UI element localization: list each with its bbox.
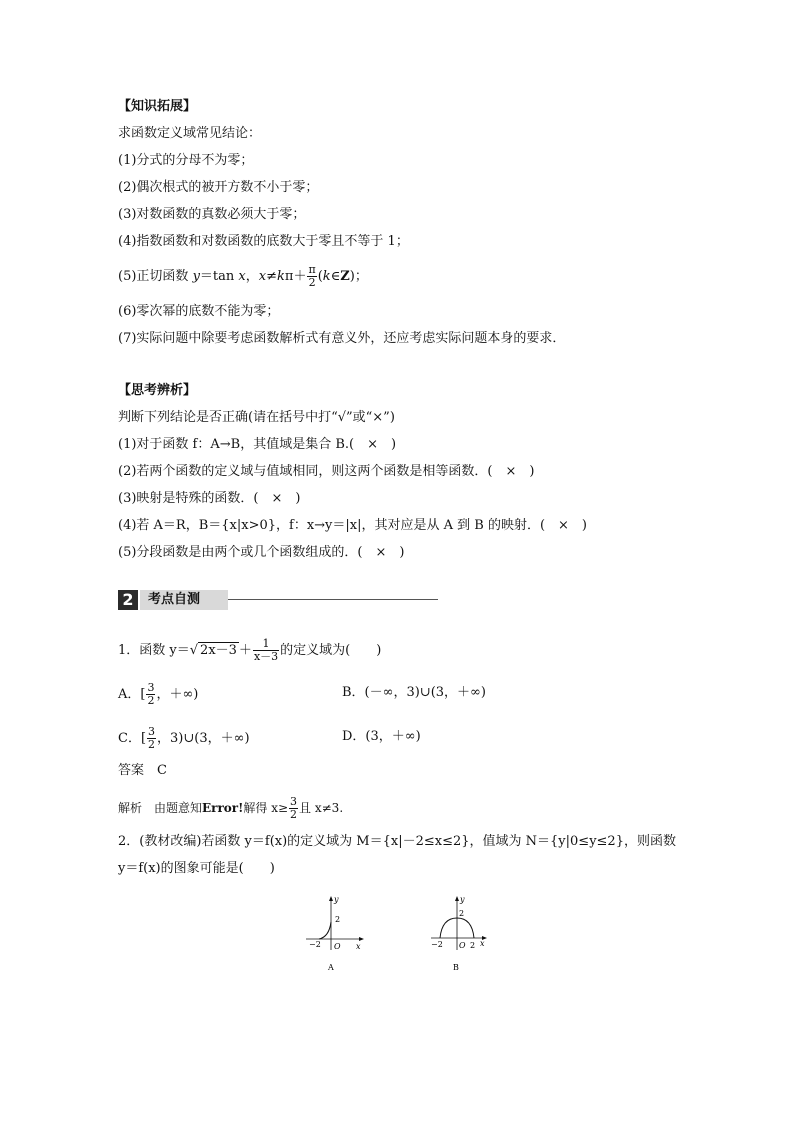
graph-a-curve (319, 922, 331, 939)
graph-a-neg2: −2 (309, 940, 321, 949)
thinking-item-2: (2)若两个函数的定义域与值域相同，则这两个函数是相等函数．( × ) (118, 464, 535, 479)
section-header (118, 590, 438, 610)
knowledge-intro: 求函数定义域常见结论： (118, 126, 262, 141)
graph-a (300, 892, 370, 974)
graph-a-two: 2 (335, 915, 341, 924)
graph-a-origin: O (334, 942, 341, 951)
q1-stem: 1．函数 y＝√ 2x－3 ＋ $\frac{1}{x-3}$ 的定义域为( ) (118, 637, 382, 663)
graph-a-y-arrow (329, 896, 333, 901)
q1-option-a-fraction: $\frac{3}{2}$ (147, 681, 155, 707)
graph-b-neg2: −2 (431, 940, 443, 949)
q1-fraction: $\frac{1}{x-3}$ (253, 637, 279, 663)
graph-a-x-label: x (356, 942, 361, 951)
graph-b-y-arrow (455, 896, 459, 901)
q1-analysis-fraction: $\frac{3}{2}$ (290, 795, 298, 821)
thinking-heading: 【思考辨析】 (118, 383, 197, 398)
sqrt-icon: √ (189, 643, 199, 658)
q1-option-d: D．(3，＋∞) (342, 729, 421, 744)
thinking-item-4: (4)若 A＝R，B＝{x|x>0}，f：x→y＝|x|，其对应是从 A 到 B 的映射．( × ) (118, 518, 588, 533)
graph-b (425, 892, 495, 974)
q1-option-c-fraction: $\frac{3}{2}$ (148, 725, 156, 751)
knowledge-item-2: (2)偶次根式的被开方数不小于零； (118, 180, 319, 195)
graph-b-label: B (453, 963, 459, 972)
graph-a-label: A (328, 963, 334, 972)
q1-option-a: A．[ $\frac{3}{2}$ ，＋∞) (118, 681, 199, 707)
knowledge-item-4: (4)指数函数和对数函数的底数大于零且不等于 1； (118, 234, 409, 249)
section-divider (228, 599, 438, 600)
graph-b-two-x: 2 (470, 941, 476, 950)
thinking-item-3: (3)映射是特殊的函数．( × ) (118, 491, 301, 506)
thinking-intro: 判断下列结论是否正确(请在括号中打“√”或“×”) (118, 410, 395, 425)
knowledge-item-3: (3)对数函数的真数必须大于零； (118, 207, 306, 222)
graph-a-y-label: y (334, 895, 339, 904)
q1-option-b: B．(－∞，3)∪(3，＋∞) (342, 685, 486, 700)
knowledge-item-7: (7)实际问题中除要考虑函数解析式有意义外，还应考虑实际问题本身的要求． (118, 331, 566, 346)
section-number: 2 (118, 590, 138, 610)
pi-over-2-fraction: $\frac{\pi}{2}$ (308, 263, 316, 289)
q2-stem-line1: 2．(教材改编)若函数 y＝f(x)的定义域为 M＝{x|－2≤x≤2}，值域为 N＝{y|0≤y≤2}，则函数 (118, 834, 676, 849)
thinking-item-1: (1)对于函数 f：A→B，其值域是集合 B.( × ) (118, 437, 397, 452)
q1-answer: 答案 C (118, 763, 167, 778)
graph-b-y-label: y (460, 895, 465, 904)
knowledge-item-5: (5)正切函数 y＝tan x，x≠kπ＋ $\frac{\pi}{2}$ (k∈Z)； (118, 263, 368, 289)
knowledge-heading: 【知识拓展】 (118, 99, 197, 114)
thinking-item-5: (5)分段函数是由两个或几个函数组成的．( × ) (118, 545, 405, 560)
graph-b-origin: O (459, 941, 466, 950)
q1-analysis: 解析 由题意知Error!解得 x≥ $\frac{3}{2}$ 且 x≠3. (118, 795, 344, 821)
q1-option-c: C．[ $\frac{3}{2}$ ，3)∪(3，＋∞) (118, 725, 250, 751)
section-title: 考点自测 (140, 590, 228, 610)
knowledge-item-6: (6)零次幂的底数不能为零； (118, 304, 280, 319)
graph-a-x-arrow (359, 937, 364, 941)
graph-b-two-y: 2 (459, 909, 465, 918)
q2-stem-line2: y＝f(x)的图象可能是( ) (118, 861, 275, 876)
graph-b-x-label: x (480, 939, 485, 948)
knowledge-item-1: (1)分式的分母不为零； (118, 153, 254, 168)
